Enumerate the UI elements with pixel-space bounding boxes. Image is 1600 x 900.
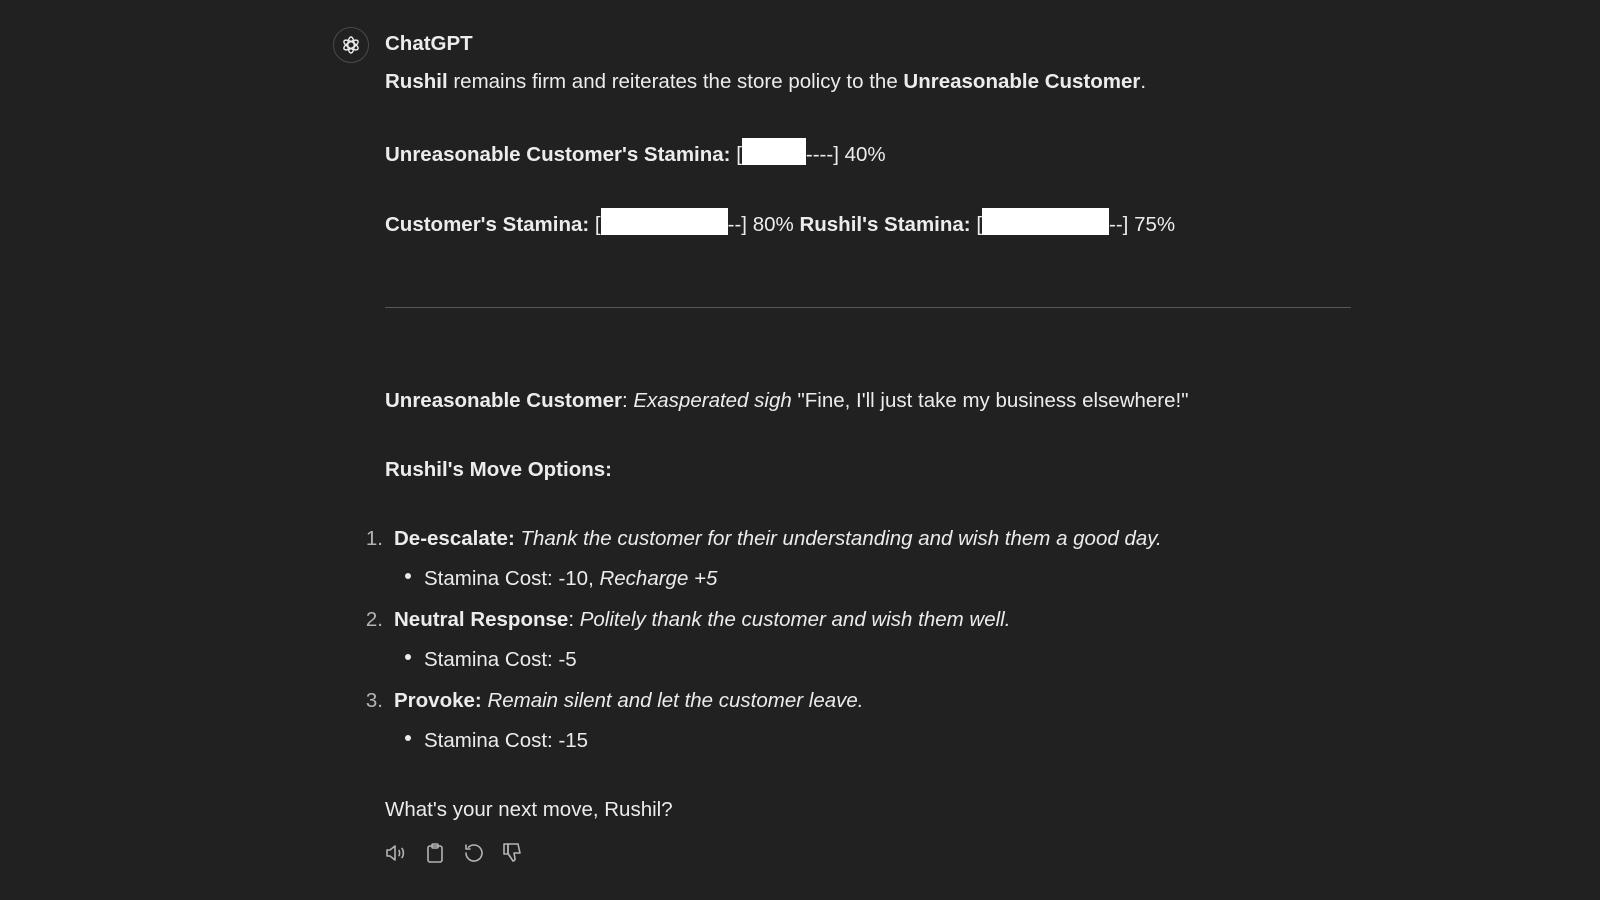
stamina-bar-fill bbox=[601, 208, 728, 235]
option-name: Provoke: bbox=[394, 689, 482, 712]
stat-label: Rushil's Stamina: bbox=[799, 213, 971, 236]
option-cost bbox=[424, 647, 577, 673]
speaker-colon: : bbox=[621, 389, 634, 412]
option-desc: Politely thank the customer and wish them well. bbox=[579, 608, 1011, 631]
option-cost bbox=[424, 566, 717, 592]
dislike-button[interactable] bbox=[501, 841, 525, 865]
stat-bracket: [ bbox=[730, 143, 742, 166]
cost-extra: Recharge +5 bbox=[599, 567, 718, 590]
quote: "Fine, I'll just take my business elsewhere!" bbox=[791, 389, 1189, 412]
intro-text bbox=[385, 69, 1146, 95]
stat-percent: 40% bbox=[838, 143, 886, 166]
option-item bbox=[394, 607, 1010, 633]
list-number: 2. bbox=[365, 608, 383, 631]
stat-label: Customer's Stamina: bbox=[385, 213, 590, 236]
stamina-bar-fill bbox=[742, 138, 806, 165]
option-cost bbox=[424, 728, 588, 754]
assistant-avatar bbox=[333, 27, 369, 63]
option-item bbox=[394, 526, 1162, 552]
option-desc: Remain silent and let the customer leave. bbox=[487, 689, 864, 712]
option-name: De-escalate: bbox=[394, 527, 515, 550]
cost-text: Stamina Cost: -5 bbox=[424, 648, 577, 671]
message-actions bbox=[384, 841, 525, 865]
cost-text: Stamina Cost: -15 bbox=[424, 729, 589, 752]
speaker-icon bbox=[384, 841, 408, 865]
clipboard-icon bbox=[423, 841, 447, 865]
list-number: 3. bbox=[365, 689, 383, 712]
closing-question: What's your next move, Rushil? bbox=[385, 798, 673, 821]
stat-label: Unreasonable Customer's Stamina: bbox=[385, 143, 731, 166]
speaker: Unreasonable Customer bbox=[385, 389, 622, 412]
dialogue-line bbox=[385, 388, 1189, 414]
refresh-icon bbox=[462, 841, 486, 865]
stat-unreasonable-customer bbox=[385, 138, 886, 168]
bullet bbox=[405, 654, 411, 660]
stat-customer-rushil bbox=[385, 208, 1175, 238]
stat-bar-tail: --] bbox=[727, 213, 747, 236]
stamina-bar-fill bbox=[982, 208, 1109, 235]
option-name: Neutral Response bbox=[394, 608, 569, 631]
action: Exasperated sigh bbox=[633, 389, 792, 412]
regenerate-button[interactable] bbox=[462, 841, 486, 865]
stat-bar-tail: ----] bbox=[805, 143, 839, 166]
bullet bbox=[405, 735, 411, 741]
stat-bracket: [ bbox=[589, 213, 601, 236]
intro-name: Rushil bbox=[385, 70, 448, 93]
intro-body: remains firm and reiterates the store policy to the bbox=[447, 70, 904, 93]
bullet bbox=[405, 573, 411, 579]
author-name: ChatGPT bbox=[385, 32, 473, 55]
divider bbox=[385, 307, 1351, 308]
option-item bbox=[394, 688, 863, 714]
options-heading bbox=[385, 457, 612, 483]
stat-bar-tail: --] bbox=[1109, 213, 1129, 236]
stat-percent: 80% bbox=[747, 213, 794, 236]
openai-logo-icon bbox=[339, 33, 363, 57]
intro-end: . bbox=[1140, 70, 1147, 93]
option-colon: : bbox=[568, 608, 580, 631]
intro-target: Unreasonable Customer bbox=[903, 70, 1141, 93]
option-desc: Thank the customer for their understanding and wish them a good day. bbox=[520, 527, 1162, 550]
read-aloud-button[interactable] bbox=[384, 841, 408, 865]
options-heading-text: Rushil's Move Options: bbox=[385, 458, 612, 481]
list-number: 1. bbox=[365, 527, 383, 550]
stat-bracket: [ bbox=[970, 213, 983, 236]
copy-button[interactable] bbox=[423, 841, 447, 865]
cost-text: Stamina Cost: -10, bbox=[424, 567, 600, 590]
stat-percent: 75% bbox=[1128, 213, 1176, 236]
thumbs-down-icon bbox=[501, 841, 525, 865]
